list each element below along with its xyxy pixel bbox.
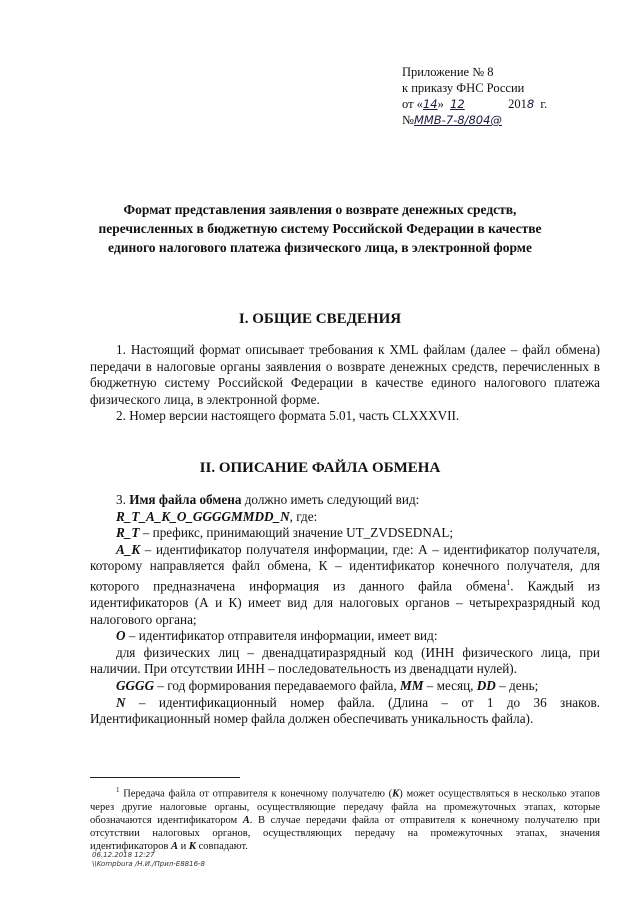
fn-t2: ) может осуществляться в несколько этапов через другие налоговые органы, осуществляющие передачу файла на промежуточных этапах, которые обозначаются идентификатором bbox=[90, 788, 600, 826]
appendix-date bbox=[402, 96, 547, 112]
appendix-line-2: к приказу ФНС России bbox=[402, 81, 525, 95]
fn-k2: К bbox=[188, 841, 197, 853]
mm-code: MM bbox=[400, 677, 424, 693]
pattern-code: R_T_A_K_O_GGGGMMDD_N bbox=[116, 508, 290, 524]
footnote-mark: 1 bbox=[116, 786, 120, 794]
def-o-line-2: для физических лиц – двенадцатиразрядный код (ИНН физического лица, при наличии. При отсутствии ИНН – последовательность из двенадцати нулей). bbox=[90, 644, 600, 677]
number-prefix: № bbox=[402, 113, 414, 127]
def-o bbox=[90, 628, 600, 645]
print-stamp-line-2: \\Kompbura /Н.И./Прил-Е8816-8 bbox=[92, 860, 206, 868]
def-n bbox=[90, 695, 600, 728]
date-day: 14 bbox=[422, 97, 438, 111]
def-ak bbox=[90, 542, 600, 628]
appendix-header bbox=[402, 64, 547, 128]
p3-rest: должно иметь следующий вид: bbox=[241, 492, 420, 507]
date-year-hand: 8 bbox=[526, 97, 535, 111]
o-desc: – идентификатор отправителя информации, имеет вид: bbox=[125, 628, 438, 644]
appendix-number bbox=[402, 112, 547, 128]
def-rt bbox=[90, 525, 600, 542]
appendix-line-1: Приложение № 8 bbox=[402, 65, 494, 79]
p3-bold: Имя файла обмена bbox=[129, 492, 242, 507]
paragraph-3 bbox=[90, 492, 600, 509]
rt-code: R_T bbox=[116, 525, 140, 541]
gggg-code: GGGG bbox=[116, 677, 155, 693]
gggg-desc: – год формирования передаваемого файла, bbox=[154, 677, 401, 693]
number-handwritten: ММВ-7-8/804@ bbox=[413, 113, 502, 127]
n-desc: – идентификационный номер файла. (Длина – от 1 до 36 знаков. Идентификационный номер файла должен обеспечивать уникальность файла). bbox=[90, 694, 600, 727]
section-2-heading: II. ОПИСАНИЕ ФАЙЛА ОБМЕНА bbox=[199, 460, 441, 476]
section-1-body bbox=[90, 342, 600, 425]
fn-a1: А bbox=[242, 814, 250, 826]
section-2-body bbox=[90, 492, 600, 728]
mm-desc: – месяц, bbox=[423, 677, 477, 693]
print-stamp-line-1: 06.12.2018 12:27 bbox=[92, 851, 155, 859]
document-title: Формат представления заявления о возврате денежных средств, перечисленных в бюджетную систему Российской Федерации в качестве единого налогового платежа физического лица, в электронной форме bbox=[98, 202, 542, 255]
ak-desc-2: . Каждый из идентификаторов (А и К) имеет вид для налоговых органов – четырехразрядный код налогового органа; bbox=[90, 578, 600, 627]
ak-desc: – идентификатор получателя информации, где: А – идентификатор получателя, которому направляется файл обмена, К – идентификатор конечного получателя, для которого предназначена информация из данного файла обмена bbox=[90, 541, 600, 594]
p3-number: 3. bbox=[116, 492, 130, 507]
fn-a2: А bbox=[171, 841, 179, 853]
paragraph-1: 1. Настоящий формат описывает требования к XML файлам (далее – файл обмена) передачи в налоговые органы заявления о возврате денежных средств, перечисленных в бюджетную систему Российской Федерации в качестве единого налогового платежа физического лица, в электронной форме. bbox=[90, 342, 600, 407]
o-code: O bbox=[116, 628, 126, 644]
file-name-pattern bbox=[90, 509, 600, 526]
date-month: 12 bbox=[450, 97, 465, 111]
date-suffix: г. bbox=[540, 97, 548, 111]
paragraph-2: 2. Номер версии настоящего формата 5.01, часть CLXXXVII. bbox=[116, 408, 460, 424]
def-gggg bbox=[90, 678, 600, 695]
fn-k1: К bbox=[392, 788, 400, 800]
footnote bbox=[90, 784, 600, 854]
section-1-heading: I. ОБЩИЕ СВЕДЕНИЯ bbox=[238, 311, 402, 327]
footnote-text bbox=[90, 784, 600, 854]
footnote-ref: 1 bbox=[506, 577, 511, 587]
ak-code: A_K bbox=[116, 541, 141, 557]
fn-t1: Передача файла от отправителя к конечному получателю ( bbox=[119, 788, 393, 800]
fn-t5: совпадают. bbox=[196, 841, 248, 853]
date-prefix: от « bbox=[402, 97, 423, 111]
date-mid: » bbox=[437, 97, 444, 111]
dd-code: DD bbox=[476, 677, 496, 693]
rt-desc: – префикс, принимающий значение UT_ZVDSEDNAL; bbox=[139, 525, 454, 541]
fn-t4: и bbox=[178, 841, 189, 853]
n-code: N bbox=[116, 694, 126, 710]
footnote-separator bbox=[90, 777, 240, 778]
pattern-suffix: , где: bbox=[289, 508, 318, 524]
fn-t3: . В случае передачи файла от отправителя к конечному получателю при отсутствии налоговых органов, осуществляющих передачу на промежуточных этапах, значения идентификаторов bbox=[90, 814, 600, 853]
dd-desc: – день; bbox=[495, 677, 539, 693]
date-year-prefix: 201 bbox=[508, 97, 527, 111]
